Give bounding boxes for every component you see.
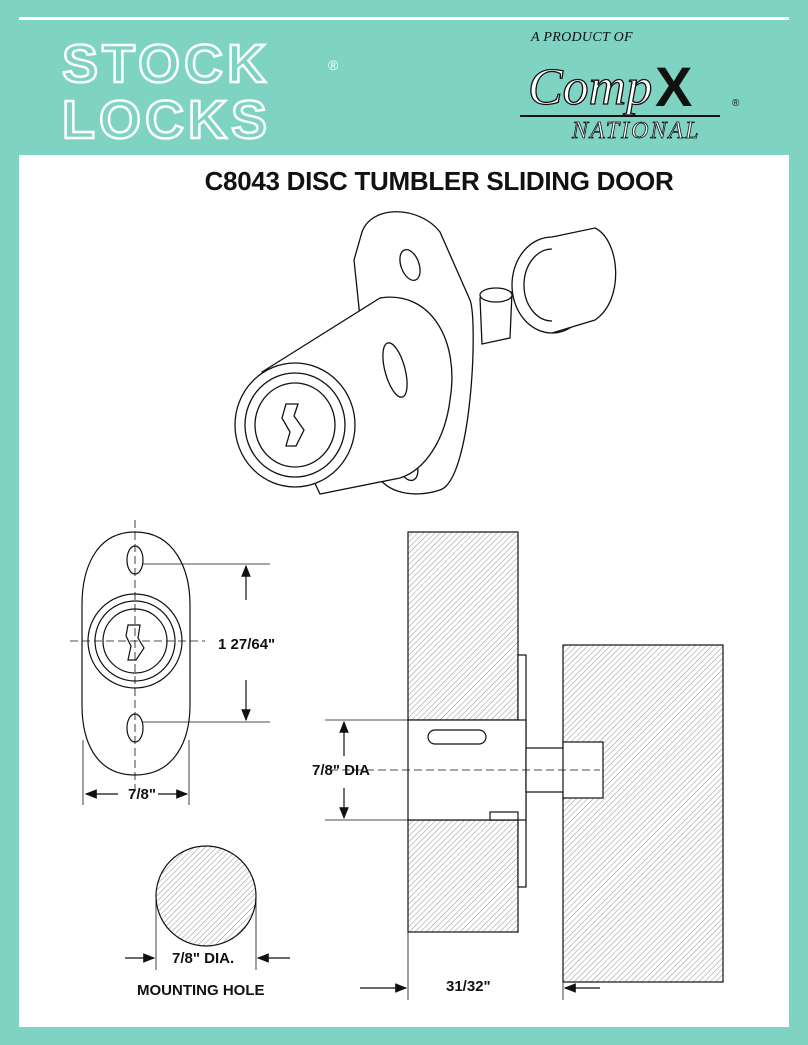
dim-bolt-dia: 7/8" DIA [312,762,370,779]
door-panel-upper [408,532,518,720]
compx-national: NATIONAL [572,118,701,144]
mounting-hole-label: MOUNTING HOLE [137,982,265,999]
lock-isometric [235,212,616,494]
door-panel-lower [408,820,518,932]
dim-width: 7/8" [128,786,156,803]
logo-line-2: LOCKS [62,90,271,146]
compx-x: X [655,55,693,118]
compx-comp: Comp [528,59,653,116]
compx-registered: ® [732,98,740,109]
dim-depth: 31/32" [446,978,491,995]
dim-hole-dia: 7/8" DIA. [172,950,235,967]
strike-door [563,645,723,982]
section-view [325,532,723,1000]
dim-height: 1 27/64" [218,636,276,653]
logo-line-1: STOCK [62,36,271,94]
front-view [70,520,270,805]
logo-registered: ® [328,57,339,73]
tagline: A PRODUCT OF [531,30,633,45]
page-title: C8043 DISC TUMBLER SLIDING DOOR [204,166,674,196]
strike-cup [552,228,616,333]
